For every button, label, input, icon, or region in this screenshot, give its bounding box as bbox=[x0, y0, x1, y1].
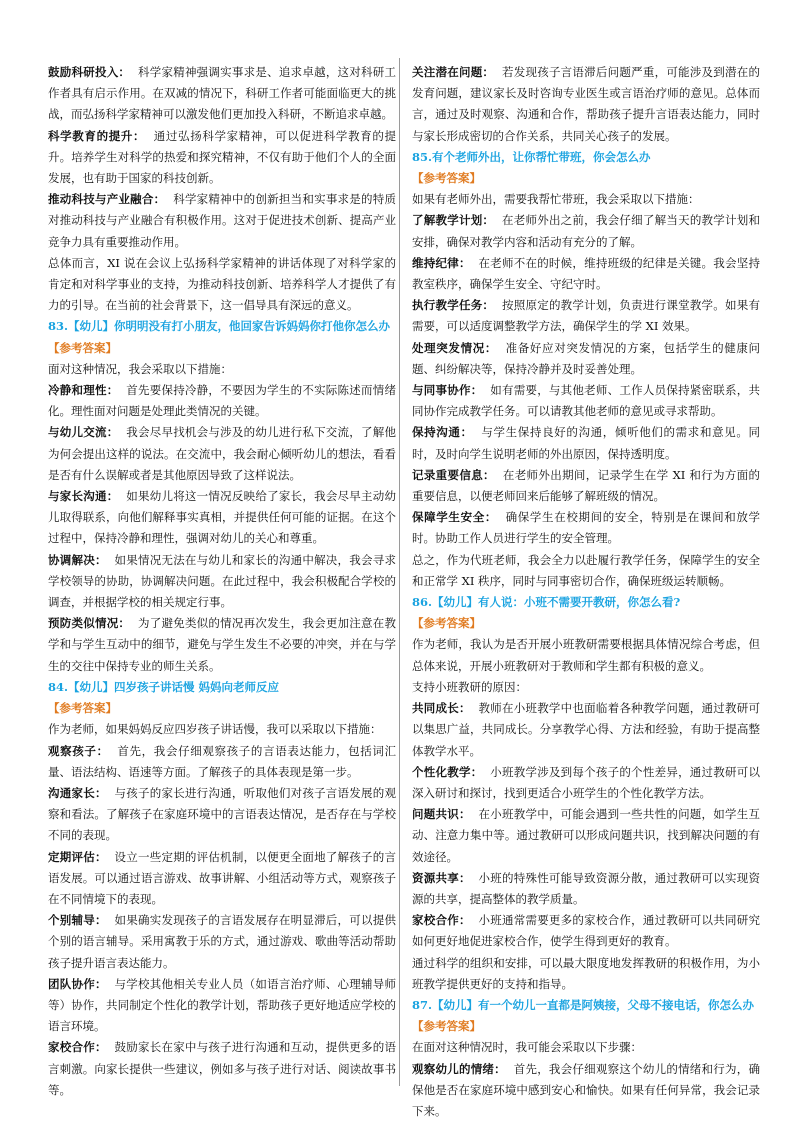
paragraph-text: 支持小班教研的原因： bbox=[412, 679, 527, 694]
paragraph-heading: 预防类似情况： bbox=[48, 616, 131, 631]
paragraph-heading: 问题共识： bbox=[412, 807, 471, 822]
paragraph bbox=[48, 253, 396, 317]
paragraph bbox=[412, 910, 760, 952]
paragraph-text: 总之，作为代班老师，我会全力以赴履行教学任务，保障学生的安全和正常学 XI 秩序，同时与同事密切合作，确保班级运转顺畅。 bbox=[412, 552, 760, 588]
paragraph-text: 如果幼儿将这一情况反映给了家长，我会尽早主动幼儿取得联系，向他们解释事实真相，并提供任何可能的证据。在这个过程中，保持冷静和理性，强调对幼儿的关心和尊重。 bbox=[48, 489, 397, 546]
paragraph bbox=[412, 677, 760, 698]
paragraph-text: 小班的特殊性可能导致资源分散，通过教研可以实现资源的共享，提高整体的教学质量。 bbox=[412, 870, 761, 906]
paragraph-heading: 科学教育的提升： bbox=[48, 128, 146, 143]
paragraph-text: 科学家精神强调实事求是、追求卓越，这对科研工作者具有启示作用。在双减的情况下，科研工作者可能面临更大的挑战，而弘扬科学家精神可以激发他们更加投入科研，不断追求卓越。 bbox=[48, 65, 397, 122]
paragraph bbox=[48, 189, 396, 253]
reference-answer-label: 【参考答案】 bbox=[412, 616, 481, 631]
reference-answer-label: 【参考答案】 bbox=[412, 1019, 481, 1034]
paragraph-text: 与学校其他相关专业人员（如语言治疗师、心理辅导师等）协作，共同制定个性化的教学计划，帮助孩子更好地适应学校的语言环境。 bbox=[48, 976, 397, 1034]
paragraph-heading: 共同成长： bbox=[412, 701, 471, 716]
paragraph bbox=[48, 422, 396, 486]
paragraph-heading: 处理突发情况： bbox=[412, 340, 498, 355]
reference-answer-label: 【参考答案】 bbox=[412, 171, 481, 186]
paragraph-text: 为了避免类似的情况再次发生，我会更加注意在教学和与学生互动中的细节，避免与学生发生不必要的冲突，并在与学生的交往中保持专业的师生关系。 bbox=[48, 616, 397, 673]
paragraph-text: 按照原定的教学计划，负责进行课堂教学。如果有需要，可以适度调整教学方法，确保学生的学 XI 效果。 bbox=[412, 298, 761, 334]
paragraph bbox=[412, 868, 760, 910]
paragraph bbox=[48, 359, 396, 380]
paragraph-text: 在小班教学中，可能会遇到一些共性的问题，如学生互动、注意力集中等。通过教研可以形成问题共识，找到解决问题的有效途径。 bbox=[412, 807, 761, 864]
paragraph-heading: 与家长沟通： bbox=[48, 489, 119, 504]
paragraph-heading: 推动科技与产业融合： bbox=[48, 192, 166, 207]
paragraph-heading: 观察幼儿的情绪： bbox=[412, 1061, 506, 1076]
paragraph bbox=[412, 422, 760, 464]
reference-answer-label: 【参考答案】 bbox=[48, 701, 117, 716]
paragraph-text: 如果确实发现孩子的言语发展存在明显滞后，可以提供个别的语言辅导。采用寓教于乐的方式，通过游戏、歌曲等活动帮助孩子提升语言表达能力。 bbox=[48, 913, 397, 970]
paragraph bbox=[48, 550, 396, 614]
paragraph-text: 与学生保持良好的沟通，倾听他们的需求和意见。同时，及时向学生说明老师的外出原因，保持透明度。 bbox=[412, 425, 761, 461]
paragraph-text: 与孩子的家长进行沟通，听取他们对孩子言语发展的观察和看法。了解孩子在家庭环境中的言语表达情况，是否存在与学校不同的表现。 bbox=[48, 785, 397, 843]
paragraph-heading: 鼓励科研投入： bbox=[48, 65, 131, 79]
paragraph-text: 确保学生在校期间的安全，特别是在课间和放学时。协助工作人员进行学生的安全管理。 bbox=[412, 510, 761, 546]
paragraph bbox=[412, 210, 760, 252]
paragraph-text: 在老师外出期间，记录学生在学 XI 和行为方面的重要信息，以便老师回来后能够了解班级的情况。 bbox=[412, 467, 761, 504]
paragraph-heading: 协调解决： bbox=[48, 552, 107, 567]
paragraph-heading: 与同事协作： bbox=[412, 383, 483, 398]
paragraph bbox=[48, 910, 396, 974]
paragraph-heading: 执行教学任务： bbox=[412, 298, 495, 313]
paragraph bbox=[412, 1059, 760, 1123]
question-heading: 86.【幼儿】有人说：小班不需要开教研，你怎么看? bbox=[412, 595, 681, 610]
paragraph-text: 首先，我会仔细观察孩子的言语表达能力，包括词汇量、语法结构、语速等方面。了解孩子的具体表现是第一步。 bbox=[48, 743, 397, 779]
paragraph bbox=[412, 804, 760, 868]
paragraph-text: 教师在小班教学中也面临着各种教学问题，通过教研可以集思广益，共同成长。分享教学心得、方法和经验，有助于提高整体教学水平。 bbox=[412, 701, 761, 758]
paragraph bbox=[48, 719, 396, 740]
paragraph bbox=[48, 62, 396, 126]
paragraph bbox=[412, 189, 760, 210]
paragraph-heading: 家校合作： bbox=[48, 1040, 107, 1055]
paragraph-heading: 资源共享： bbox=[412, 870, 471, 885]
paragraph bbox=[48, 741, 396, 783]
paragraph-heading: 个别辅导： bbox=[48, 913, 107, 928]
question-heading: 84.【幼儿】四岁孩子讲话慢 妈妈向老师反应 bbox=[48, 679, 280, 694]
paragraph-text: 面对这种情况，我会采取以下措施： bbox=[48, 361, 232, 376]
paragraph bbox=[48, 974, 396, 1038]
paragraph bbox=[412, 1037, 760, 1058]
paragraph-text: 首先，我会仔细观察这个幼儿的情绪和行为，确保他是否在家庭环境中感到安心和愉快。如果有任何异常，我会记录下来。 bbox=[412, 1061, 761, 1118]
paragraph-heading: 保持沟通： bbox=[412, 425, 473, 440]
paragraph bbox=[48, 613, 396, 677]
left-column bbox=[48, 62, 396, 1101]
paragraph-heading: 维持纪律： bbox=[412, 255, 471, 270]
paragraph-text: 如有需要，与其他老师、工作人员保持紧密联系，共同协作完成教学任务。可以请教其他老师的意见或寻求帮助。 bbox=[412, 383, 761, 419]
paragraph bbox=[412, 380, 760, 422]
paragraph bbox=[48, 1037, 396, 1101]
paragraph-text: 如果有老师外出，需要我帮忙带班，我会采取以下措施： bbox=[412, 192, 700, 207]
paragraph-text: 在老师外出之前，我会仔细了解当天的教学计划和安排，确保对教学内容和活动有充分的了解。 bbox=[412, 213, 761, 249]
paragraph-text: 准备好应对突发情况的方案，包括学生的健康问题、纠纷解决等，保持冷静并及时妥善处理。 bbox=[412, 340, 761, 376]
paragraph-text: 在老师不在的时候，维持班级的纪律是关键。我会坚持教室秩序，确保学生安全、守纪守时。 bbox=[412, 255, 761, 292]
paragraph-text: 小班通常需要更多的家校合作，通过教研可以共同研究如何更好地促进家校合作，使学生得到更好的教育。 bbox=[412, 913, 761, 949]
paragraph-heading: 沟通家长： bbox=[48, 785, 107, 800]
question-heading: 85.有个老师外出，让你帮忙带班，你会怎么办 bbox=[412, 149, 651, 164]
paragraph bbox=[412, 253, 760, 295]
paragraph-heading: 保障学生安全： bbox=[412, 510, 498, 525]
paragraph-text: 小班教学涉及到每个孩子的个性差异，通过教研可以深入研讨和探讨，找到更适合小班学生的个性化教学方法。 bbox=[412, 764, 761, 800]
paragraph-text: 设立一些定期的评估机制，以便更全面地了解孩子的言语发展。可以通过语言游戏、故事讲解、小组活动等方式，观察孩子在不同情境下的表现。 bbox=[48, 849, 397, 906]
paragraph bbox=[48, 847, 396, 911]
paragraph-text: 在面对这种情况时，我可能会采取以下步骤： bbox=[412, 1040, 642, 1055]
paragraph-text: 总体而言，XI 说在会议上弘扬科学家精神的讲话体现了对科学家的肯定和对科学事业的支持，为推动科技创新、培养科学人才提供了有力的引导。在当前的社会背景下，这一倡导具有深远的意义。 bbox=[48, 255, 396, 313]
paragraph bbox=[412, 465, 760, 507]
paragraph bbox=[412, 295, 760, 337]
paragraph-text: 我会尽早找机会与涉及的幼儿进行私下交流，了解他为何会提出这样的说法。在交流中，我会耐心倾听幼儿的想法，看看是否有什么误解或者是其他原因导致了这样说法。 bbox=[48, 425, 397, 482]
paragraph-text: 作为老师，如果妈妈反应四岁孩子讲话慢，我可以采取以下措施： bbox=[48, 722, 382, 737]
paragraph bbox=[412, 953, 760, 995]
paragraph-text: 科学家精神中的创新担当和实事求是的特质对推动科技与产业融合有积极作用。这对于促进技术创新、提高产业竞争力具有重要推动作用。 bbox=[48, 192, 397, 249]
question-heading: 87.【幼儿】有一个幼儿一直都是阿姨接，父母不接电话，你怎么办 bbox=[412, 997, 755, 1012]
paragraph bbox=[412, 634, 760, 676]
paragraph bbox=[412, 698, 760, 762]
paragraph bbox=[412, 507, 760, 549]
paragraph-heading: 观察孩子： bbox=[48, 743, 109, 758]
paragraph-text: 首先要保持冷静，不要因为学生的不实际陈述而情绪化。理性面对问题是处理此类情况的关键。 bbox=[48, 383, 397, 419]
paragraph-text: 若发现孩子言语滞后问题严重，可能涉及到潜在的发育问题，建议家长及时咨询专业医生或言语治疗师的意见。总体而言，通过及时观察、沟通和合作，帮助孩子提升言语表达能力，同时与家长形成密切的合作关系，共同关心孩子的发展。 bbox=[412, 65, 761, 143]
paragraph-heading: 了解教学计划： bbox=[412, 213, 495, 228]
paragraph bbox=[412, 762, 760, 804]
paragraph bbox=[48, 126, 396, 190]
paragraph-text: 如果情况无法在与幼儿和家长的沟通中解决，我会寻求学校领导的协助，协调解决问题。在此过程中，我会积极配合学校的调查，并根据学校的相关规定行事。 bbox=[48, 552, 397, 610]
paragraph bbox=[412, 62, 760, 147]
paragraph-heading: 个性化教学： bbox=[412, 764, 483, 779]
paragraph-heading: 冷静和理性： bbox=[48, 383, 119, 398]
paragraph bbox=[48, 486, 396, 550]
paragraph-heading: 定期评估： bbox=[48, 849, 107, 864]
paragraph bbox=[412, 550, 760, 592]
paragraph-text: 通过科学的组织和安排，可以最大限度地发挥教研的积极作用，为小班教学提供更好的支持和指导。 bbox=[412, 955, 760, 991]
reference-answer-label: 【参考答案】 bbox=[48, 340, 117, 355]
paragraph-text: 通过弘扬科学家精神，可以促进科学教育的提升。培养学生对科学的热爱和探究精神，不仅有助于他们个人的全面发展，也有助于国家的科技创新。 bbox=[48, 128, 397, 186]
paragraph-heading: 家校合作： bbox=[412, 913, 471, 928]
question-heading: 83.【幼儿】你明明没有打小朋友，他回家告诉妈妈你打他你怎么办 bbox=[48, 319, 391, 334]
paragraph-heading: 关注潜在问题： bbox=[412, 65, 495, 79]
paragraph bbox=[48, 783, 396, 847]
paragraph-heading: 团队协作： bbox=[48, 976, 107, 991]
paragraph-text: 鼓励家长在家中与孩子进行沟通和互动，提供更多的语言刺激。向家长提供一些建议，例如多与孩子进行对话、阅读故事书等。 bbox=[48, 1040, 397, 1097]
paragraph bbox=[48, 380, 396, 422]
right-column bbox=[412, 62, 760, 1122]
paragraph-text: 作为老师，我认为是否开展小班教研需要根据具体情况综合考虑，但总体来说，开展小班教研对于教师和学生都有积极的意义。 bbox=[412, 637, 760, 673]
paragraph bbox=[412, 338, 760, 380]
column-divider bbox=[399, 58, 400, 1086]
paragraph-heading: 与幼儿交流： bbox=[48, 425, 119, 440]
paragraph-heading: 记录重要信息： bbox=[412, 467, 495, 482]
